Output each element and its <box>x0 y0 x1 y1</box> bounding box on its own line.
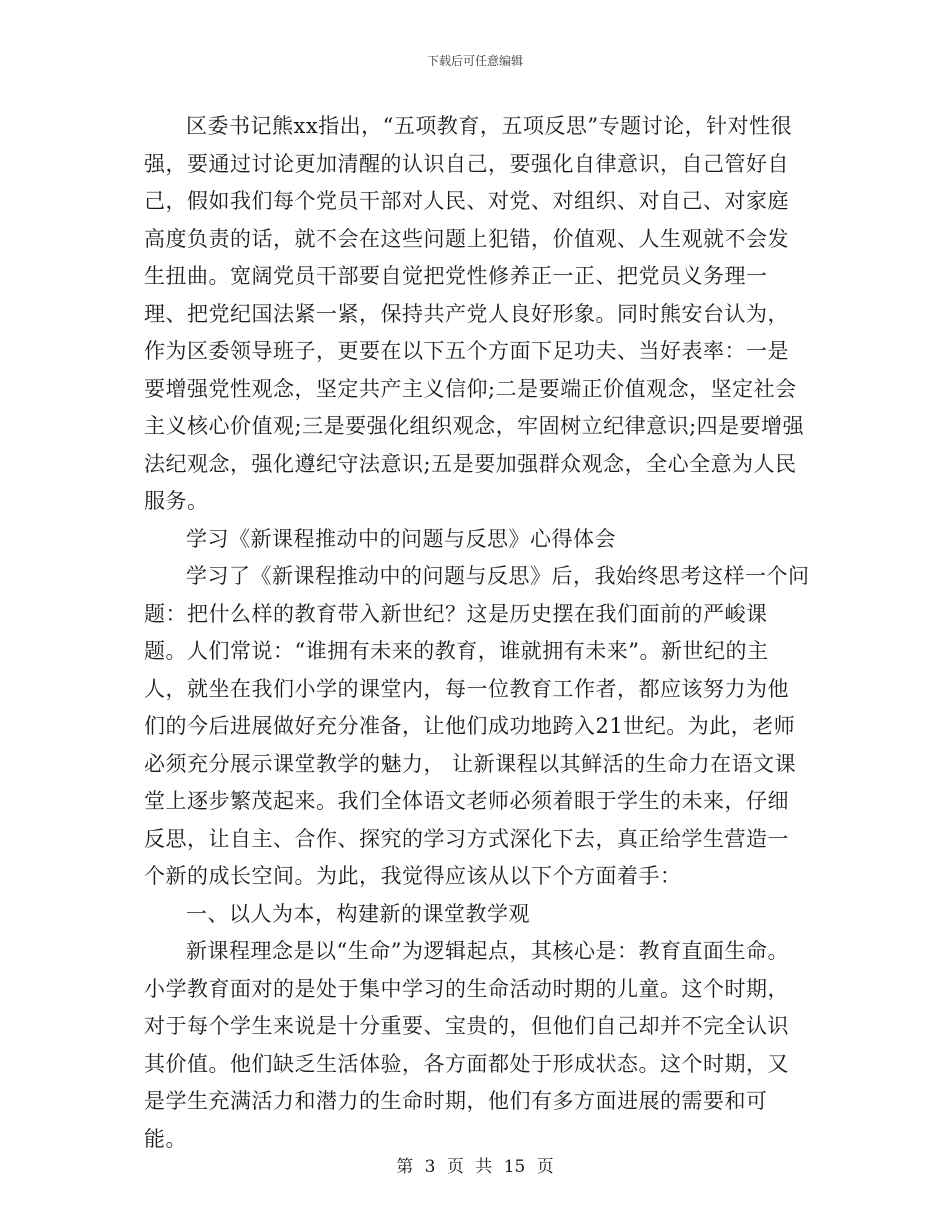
paragraph-curriculum-concept: 新课程理念是以“生命”为逻辑起点，其核心是：教育直面生命。小学教育面对的是处于集中学习的生命活动时期的儿童。这个时期，对于每个学生来说是十分重要、宝贵的，但他们自己却并不完全认识其价值。他们缺乏生活体验，各方面都处于形成状态。这个时期，又是学生充满活力和潜力的生命时期，他们有多方面进展的需要和可能。 <box>144 939 789 1151</box>
document-body <box>144 108 810 1158</box>
paragraph-speech-summary: 区委书记熊xx指出，“五项教育，五项反思”专题讨论，针对性很强，要通过讨论更加清醒的认识自己，要强化自律意识，自己管好自己，假如我们每个党员干部对人民、对党、对组织、对自己、对家庭高度负责的话，就不会在这些问题上犯错，价值观、人生观就不会发生扭曲。宽阔党员干部要自觉把党性修养正一正、把党员义务理一理、把党纪国法紧一紧，保持共产党人良好形象。同时熊安台认为，作为区委领导班子，更要在以下五个方面下足功夫、当好表率：一是要增强党性观念，坚定共产主义信仰;二是要端正价值观念，坚定社会主义核心价值观;三是要强化组织观念，牢固树立纪律意识;四是要增强法纪观念，强化遵纪守法意识;五是要加强群众观念，全心全意为人民服务。 <box>144 114 805 513</box>
paragraph-study-intro: 学习了《新课程推动中的问题与反思》后，我始终思考这样一个问题：把什么样的教育带入新世纪？这是历史摆在我们面前的严峻课题。人们常说：“谁拥有未来的教育，谁就拥有未来”。新世纪的主人，就坐在我们小学的课堂内，每一位教育工作者，都应该努力为他们的今后进展做好充分准备，让他们成功地跨入21世纪。为此，老师必须充分展示课堂教学的魅力， 让新课程以其鲜活的生命力在语文课堂上逐步繁茂起来。我们全体语文老师必须着眼于学生的未来，仔细反思，让自主、合作、探究的学习方式深化下去，真正给学生营造一个新的成长空间。为此，我觉得应该从以下个方面着手： <box>144 564 810 888</box>
page-number-footer: 第 3 页 共 15 页 <box>396 1157 554 1177</box>
section-heading-study-notes: 学习《新课程推动中的问题与反思》心得体会 <box>186 526 616 551</box>
subheading-people-oriented: 一、以人为本，构建新的课堂教学观 <box>186 901 530 926</box>
page-header: 下载后可任意编辑 <box>426 54 523 68</box>
